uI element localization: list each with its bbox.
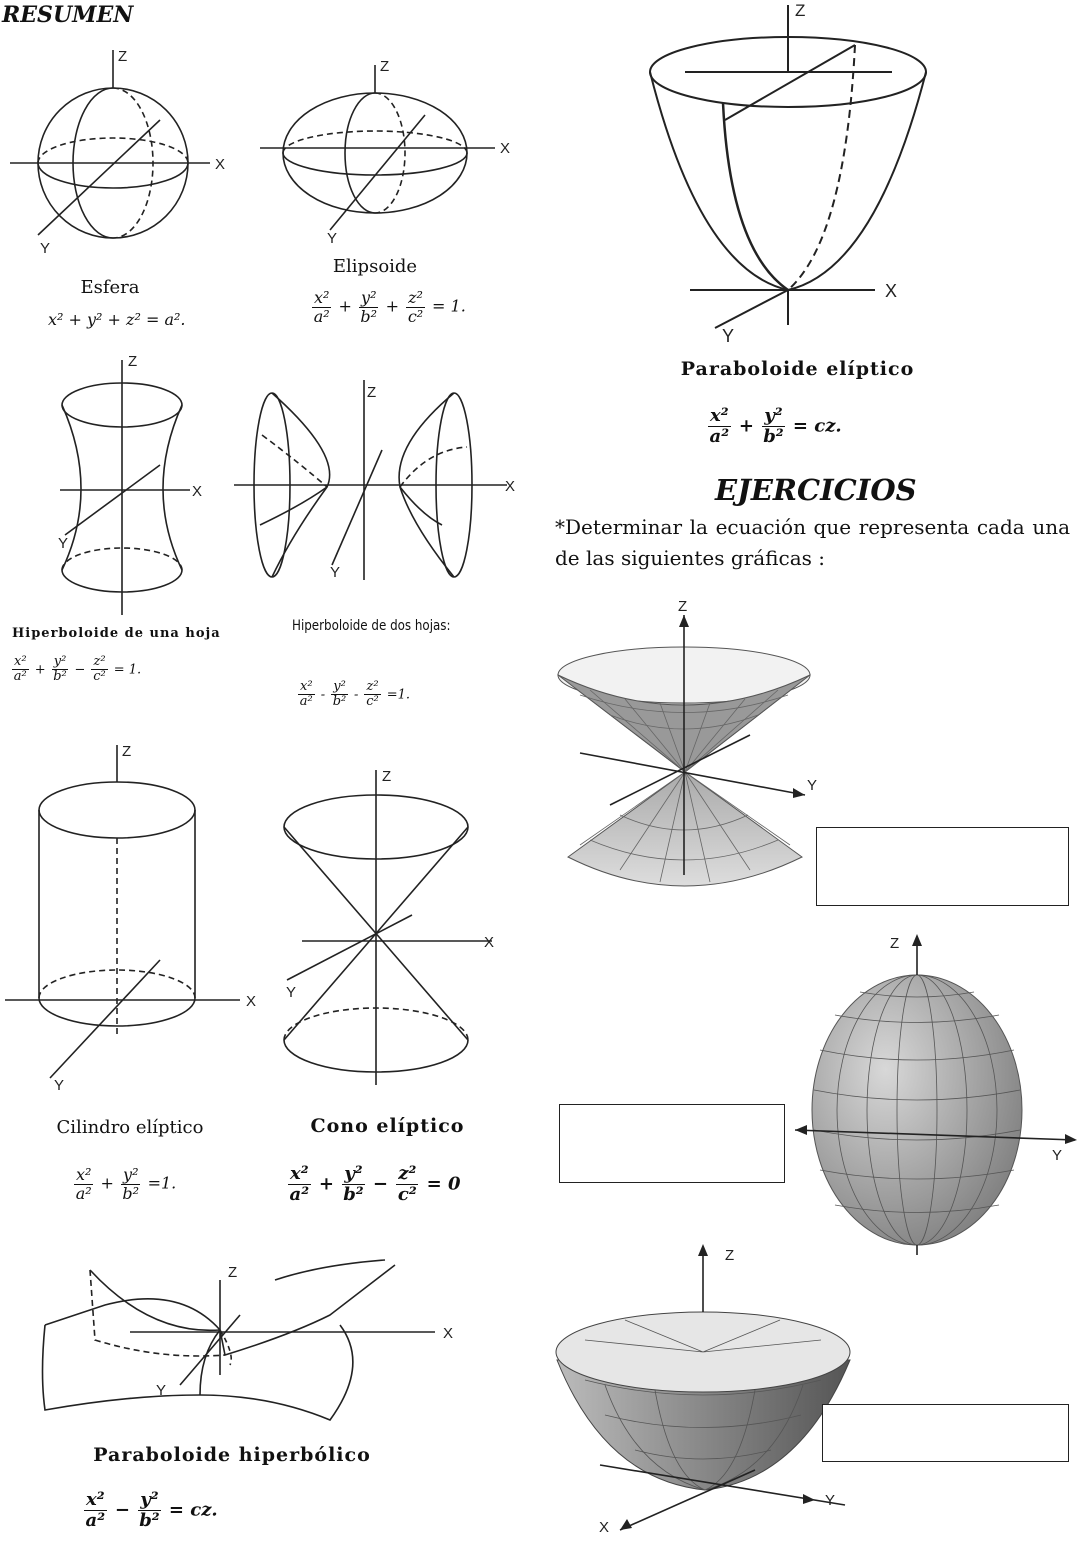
elliptic-paraboloid-equation: $\frac{\text{x²}}{\text{a²}}$ + $\frac{\text{y²}}{\text{b²}}$ = cz. [709,405,842,447]
exercise-cone-answer-box[interactable] [816,827,1069,906]
sphere-label: Esfera [80,277,140,298]
hyperboloid-one-sheet-equation: $\frac{\text{x²}}{\text{a²}}$ + $\frac{\text{y²}}{\text{b²}}$ − $\frac{\text{z²}}{\text{c²}}$ = 1. [13,654,142,685]
elliptic-paraboloid-diagram [640,0,940,345]
svg-text:Z: Z [890,935,900,952]
svg-text:Z: Z [122,743,132,760]
sphere-axis-z: Z [118,48,128,65]
svg-text:Y: Y [58,535,69,552]
svg-text:Z: Z [382,768,392,785]
svg-text:X: X [246,993,257,1010]
svg-text:Y: Y [156,1382,167,1399]
svg-text:Y: Y [327,230,338,245]
svg-text:X: X [885,281,898,301]
hyperboloid-two-sheets-equation: $\frac{\text{x²}}{\text{a²}}$ - $\frac{\text{y²}}{\text{b²}}$ - $\frac{\text{z²}}{\text{c²}}$ =1. [299,679,410,710]
svg-text:X: X [505,478,516,495]
ejercicios-title: EJERCICIOS [715,473,917,507]
svg-text:X: X [443,1325,454,1342]
svg-text:Y: Y [286,984,297,1001]
svg-text:Y: Y [330,564,341,581]
exercise-ellipsoid-graph [790,930,1080,1260]
exercise-ellipsoid-answer-box[interactable] [559,1104,785,1183]
cone-diagram [272,765,507,1095]
exercise-paraboloid-answer-box[interactable] [822,1404,1069,1462]
svg-text:Z: Z [128,353,138,370]
svg-text:Z: Z [725,1247,735,1264]
cone-label: Cono elíptico [310,1115,465,1137]
sphere-diagram [0,45,240,260]
hyperbolic-paraboloid-diagram [30,1255,470,1430]
exercise-cone-graph [550,595,830,915]
svg-text:Z: Z [228,1264,238,1281]
hyperbolic-paraboloid-equation: $\frac{\text{x²}}{\text{a²}}$ − $\frac{\text{y²}}{\text{b²}}$ = cz. [85,1489,218,1531]
elliptic-paraboloid-label: Paraboloide elíptico [680,358,915,380]
svg-text:Y: Y [54,1077,65,1094]
hyperboloid-two-sheets-diagram [232,375,522,585]
svg-text:Y: Y [807,777,818,794]
sphere-axis-x: X [215,156,226,173]
svg-text:Y: Y [825,1492,836,1509]
sphere-equation: x² + y² + z² = a². [48,310,186,329]
ellipsoid-label: Elipsoide [332,256,418,277]
hyperboloid-one-sheet-label: Hiperboloide de una hoja [12,626,221,641]
ellipsoid-equation: $\frac{\text{x²}}{\text{a²}}$ + $\frac{\text{y²}}{\text{b²}}$ + $\frac{\text{z²}}{\text{c²}}$ = 1. [313,288,466,326]
svg-text:Z: Z [380,58,390,75]
svg-text:X: X [192,483,203,500]
hyperboloid-two-sheets-label: Hiperboloide de dos hojas: [292,618,451,634]
svg-text:X: X [599,1519,610,1536]
hyperbolic-paraboloid-label: Paraboloide hiperbólico [93,1444,371,1466]
cylinder-diagram [0,740,270,1095]
exercise-paraboloid-graph [545,1240,860,1540]
svg-text:X: X [484,934,495,951]
cylinder-label: Cilindro elíptico [56,1117,204,1138]
svg-text:Z: Z [367,384,377,401]
sphere-axis-y: Y [40,240,51,257]
svg-text:Z: Z [795,1,806,20]
cylinder-equation: $\frac{\text{x²}}{\text{a²}}$ + $\frac{\text{y²}}{\text{b²}}$ =1. [75,1165,177,1203]
svg-text:X: X [500,140,511,157]
resumen-title: RESUMEN [2,2,134,28]
svg-text:Y: Y [1052,1147,1063,1164]
instructions-text: *Determinar la ecuación que representa cada una de las siguientes gráficas : [555,515,1070,570]
ellipsoid-diagram [255,55,525,245]
svg-text:Y: Y [722,326,735,345]
svg-text:Z: Z [678,598,688,615]
hyperboloid-one-sheet-diagram [40,350,220,620]
cone-equation: $\frac{\text{x²}}{\text{a²}}$ + $\frac{\text{y²}}{\text{b²}}$ − $\frac{\text{z²}}{\text{c²}}$ = 0 [289,1163,461,1205]
